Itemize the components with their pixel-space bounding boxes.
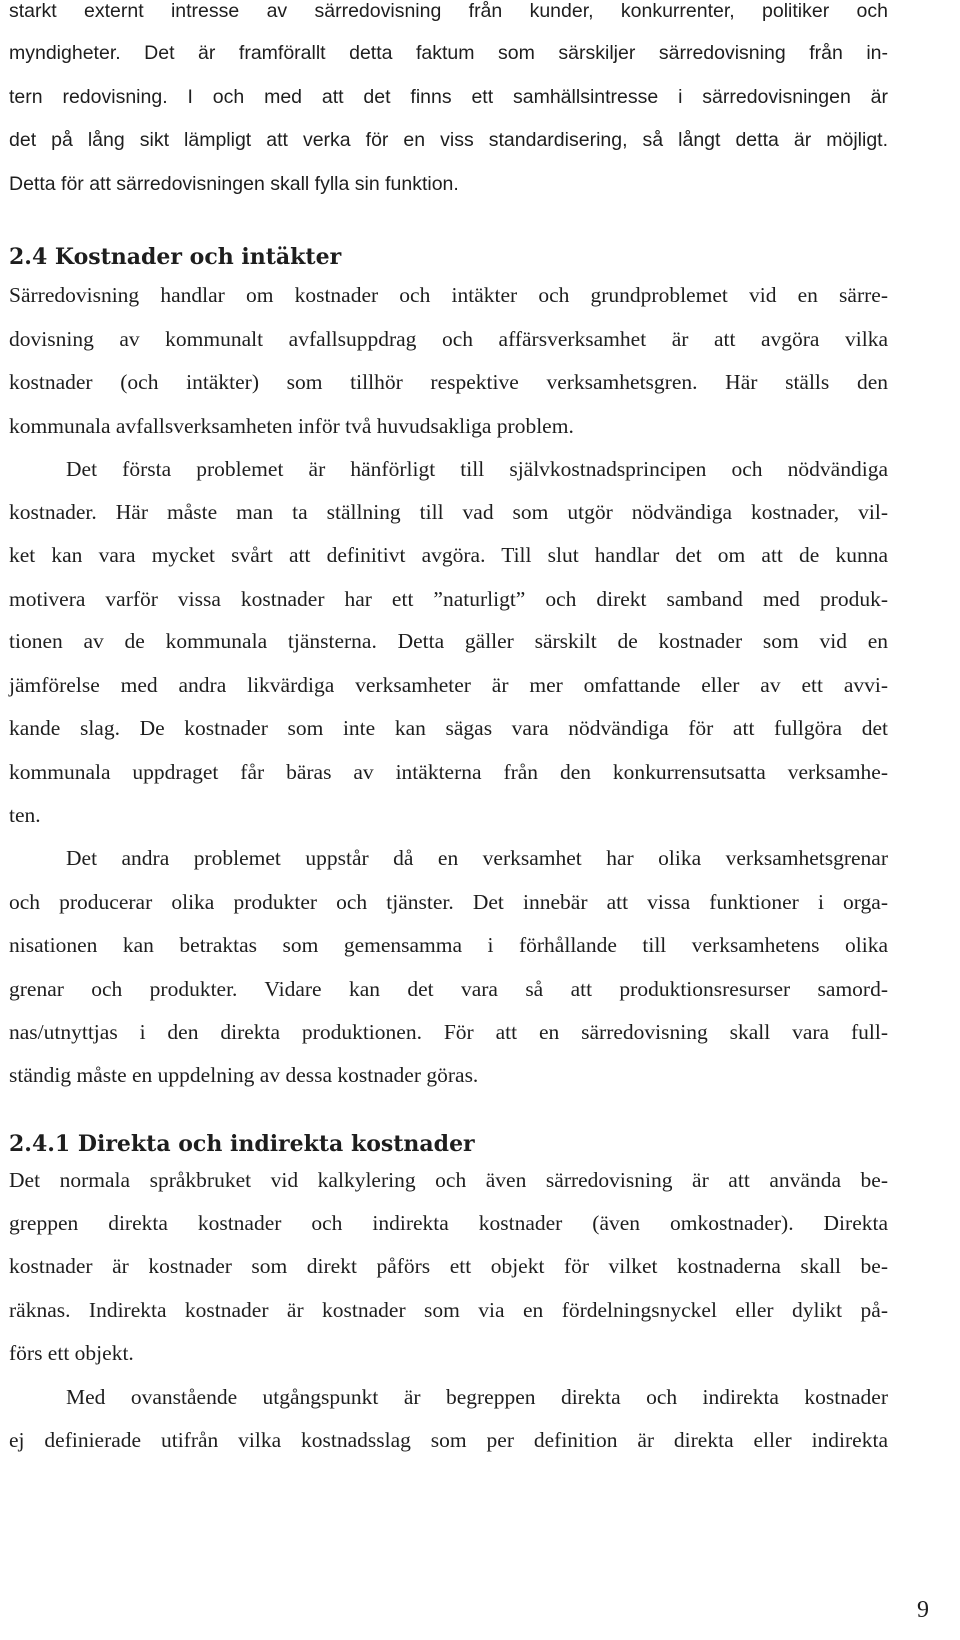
text-line: ej definierade utifrån vilka kostnadsslag som per definition är direkta eller indirekta	[9, 1428, 888, 1452]
text-line: nisationen kan betraktas som gemensamma i förhållande till verksamhetens olika	[9, 933, 888, 957]
text-line: kostnader. Här måste man ta ställning till vad som utgör nödvändiga kostnader, vil-	[9, 500, 888, 524]
text-line: ständig måste en uppdelning av dessa kostnader göras.	[9, 1063, 479, 1087]
text-line: Det första problemet är hänförligt till självkostnadsprincipen och nödvändiga	[66, 457, 888, 481]
text-line: myndigheter. Det är framförallt detta faktum som särskiljer särredovisning från in-	[9, 42, 888, 64]
text-line: dovisning av kommunalt avfallsuppdrag och affärsverksamhet är att avgöra vilka	[9, 327, 888, 351]
text-line: Det andra problemet uppstår då en verksamhet har olika verksamhetsgrenar	[66, 846, 888, 870]
text-line: ket kan vara mycket svårt att definitivt avgöra. Till slut handlar det om att de kunna	[9, 543, 888, 567]
text-line: greppen direkta kostnader och indirekta kostnader (även omkostnader). Direkta	[9, 1211, 888, 1235]
text-line: tionen av de kommunala tjänsterna. Detta gäller särskilt de kostnader som vid en	[9, 629, 888, 653]
text-line: kostnader (och intäkter) som tillhör respektive verksamhetsgren. Här ställs den	[9, 370, 888, 394]
text-line: kommunala avfallsverksamheten inför två huvudsakliga problem.	[9, 414, 574, 438]
text-line: nas/utnyttjas i den direkta produktionen. För att en särredovisning skall vara full-	[9, 1020, 888, 1044]
subsection-heading: 2.4.1 Direkta och indirekta kostnader	[9, 1131, 475, 1157]
text-line: ten.	[9, 803, 41, 827]
text-line: kande slag. De kostnader som inte kan sägas vara nödvändiga för att fullgöra det	[9, 716, 888, 740]
page-number: 9	[917, 1597, 929, 1623]
text-line: jämförelse med andra likvärdiga verksamheter är mer omfattande eller av ett avvi-	[9, 673, 888, 697]
text-line: Detta för att särredovisningen skall fylla sin funktion.	[9, 173, 459, 195]
text-line: starkt externt intresse av särredovisning från kunder, konkurrenter, politiker och	[9, 0, 888, 22]
text-line: förs ett objekt.	[9, 1341, 134, 1365]
text-line: Särredovisning handlar om kostnader och intäkter och grundproblemet vid en särre-	[9, 283, 888, 307]
text-line: motivera varför vissa kostnader har ett ”naturligt” och direkt samband med produk-	[9, 587, 888, 611]
text-line: grenar och produkter. Vidare kan det vara så att produktionsresurser samord-	[9, 977, 888, 1001]
section-heading: 2.4 Kostnader och intäkter	[9, 244, 342, 270]
text-line: det på lång sikt lämpligt att verka för en viss standardisering, så långt detta är möjligt.	[9, 129, 888, 151]
text-line: Det normala språkbruket vid kalkylering och även särredovisning är att använda be-	[9, 1168, 888, 1192]
text-line: tern redovisning. I och med att det finns ett samhällsintresse i särredovisningen är	[9, 86, 888, 108]
text-line: räknas. Indirekta kostnader är kostnader som via en fördelningsnyckel eller dylikt på-	[9, 1298, 888, 1322]
text-line: kostnader är kostnader som direkt påförs ett objekt för vilket kostnaderna skall be-	[9, 1254, 888, 1278]
text-line: kommunala uppdraget får bäras av intäkterna från den konkurrensutsatta verksamhe-	[9, 760, 888, 784]
text-line: Med ovanstående utgångspunkt är begreppen direkta och indirekta kostnader	[66, 1385, 888, 1409]
text-line: och producerar olika produkter och tjänster. Det innebär att vissa funktioner i orga-	[9, 890, 888, 914]
